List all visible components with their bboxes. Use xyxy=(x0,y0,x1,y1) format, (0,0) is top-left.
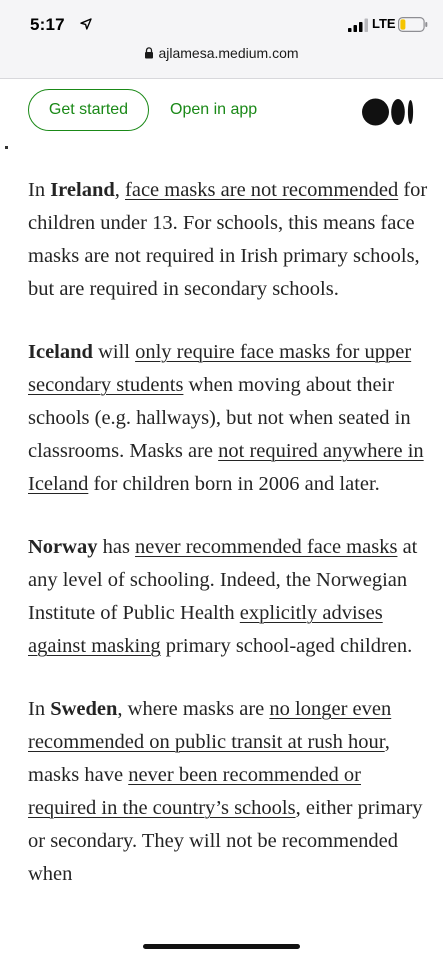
home-indicator[interactable] xyxy=(143,944,300,949)
country-norway: Norway xyxy=(28,536,98,558)
paragraph-sweden xyxy=(28,693,428,891)
text: In xyxy=(28,179,51,201)
medium-logo-icon[interactable] xyxy=(361,97,415,127)
link-sweden-schools[interactable]: never been recommended or required in the country’s schools xyxy=(28,764,361,819)
battery-icon xyxy=(398,17,428,32)
text: , masks have xyxy=(28,731,390,786)
text: will xyxy=(92,341,136,363)
country-ireland: Ireland xyxy=(50,179,115,201)
link-norway-never-recommended[interactable]: never recommended face masks xyxy=(135,536,398,558)
paragraph-ireland xyxy=(28,174,428,306)
paragraph-norway xyxy=(28,531,428,663)
country-iceland: Iceland xyxy=(28,341,93,363)
ios-top-chrome xyxy=(0,0,443,79)
text: when moving about their schools (e.g. hallways), but not when seated in classrooms. Masks are xyxy=(28,374,411,462)
link-ireland-masks[interactable]: face masks are not recommended xyxy=(125,179,399,201)
link-iceland-not-required[interactable]: not required anywhere in Iceland xyxy=(28,440,424,495)
open-in-app-link[interactable]: Open in app xyxy=(170,101,258,118)
link-norway-advises-against[interactable]: explicitly advises against masking xyxy=(28,602,383,657)
network-type: LTE xyxy=(372,16,396,31)
scroll-marker xyxy=(5,146,8,149)
url-text: ajlamesa.medium.com xyxy=(158,45,299,61)
text: for children born in 2006 and later. xyxy=(88,473,380,495)
article-body xyxy=(28,174,428,921)
address-bar[interactable] xyxy=(0,45,443,61)
status-time: 5:17 xyxy=(30,15,65,34)
paragraph-iceland xyxy=(28,336,428,501)
text: , xyxy=(114,179,126,201)
text: primary school-aged children. xyxy=(160,635,413,657)
text: In xyxy=(28,698,51,720)
get-started-button[interactable]: Get started xyxy=(28,89,149,131)
text: , either primary or secondary. They will not be recommended when xyxy=(28,797,423,885)
text: , where masks are xyxy=(117,698,270,720)
signal-bars-icon xyxy=(348,18,370,32)
text: at any level of schooling. Indeed, the Norwegian Institute of Public Health xyxy=(28,536,418,624)
medium-header xyxy=(0,79,443,143)
text: has xyxy=(97,536,136,558)
lock-icon xyxy=(144,47,154,59)
location-arrow-icon xyxy=(80,18,92,30)
link-iceland-upper-secondary[interactable]: only require face masks for upper secondary students xyxy=(28,341,412,396)
text: for children under 13. For schools, this means face masks are not required in Irish primary schools, but are required in secondary schools. xyxy=(28,179,428,300)
link-sweden-public-transit[interactable]: no longer even recommended on public transit at rush hour xyxy=(28,698,392,753)
country-sweden: Sweden xyxy=(50,698,118,720)
